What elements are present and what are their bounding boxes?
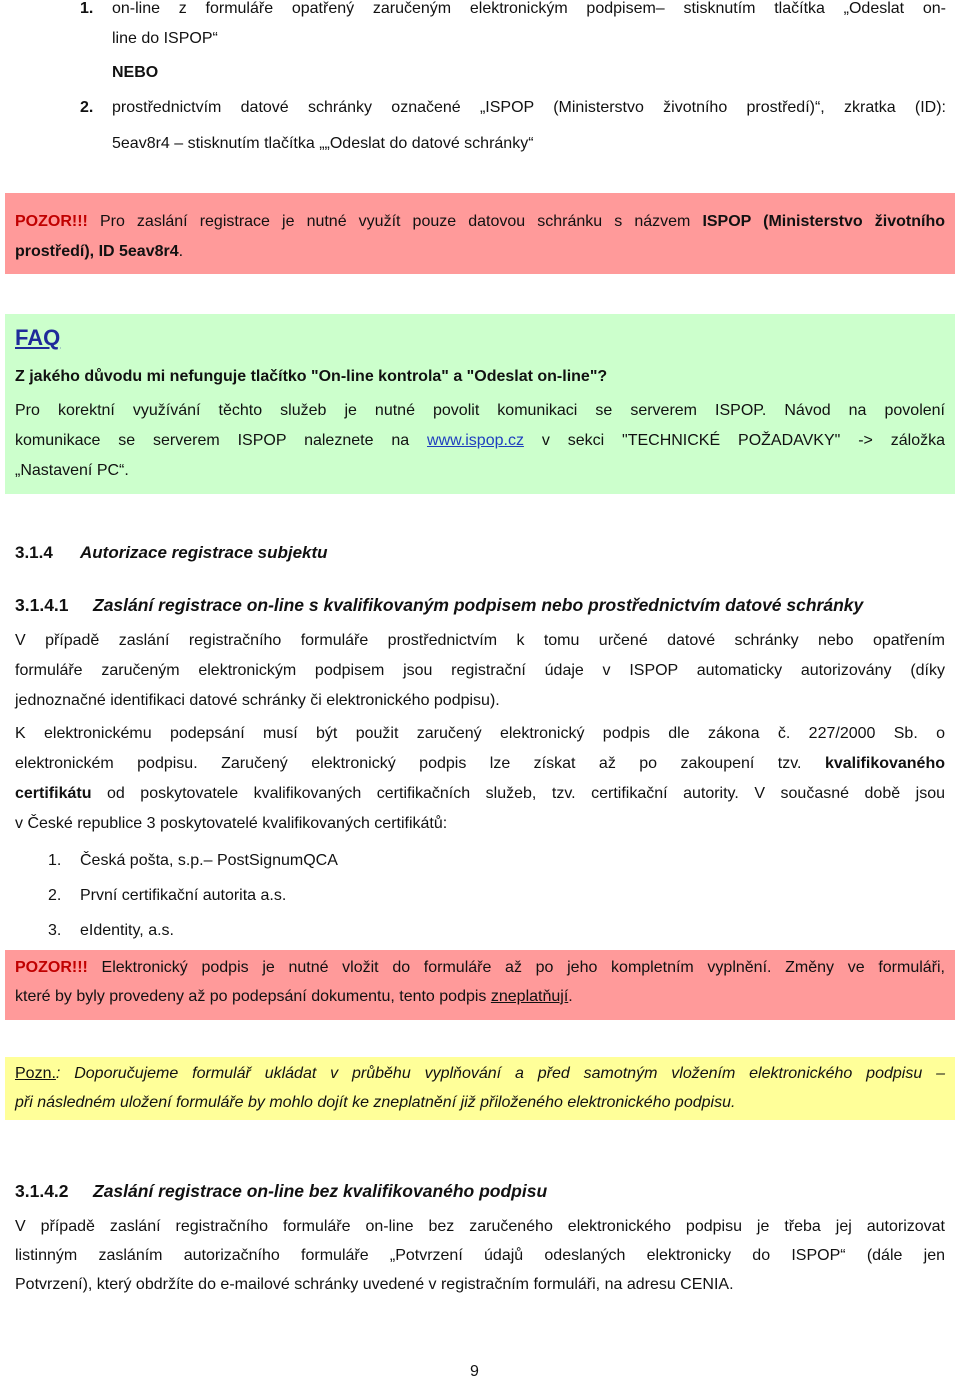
paragraph-1: [15, 626, 945, 716]
warning-end: .: [568, 988, 573, 1005]
list-number: 2.: [80, 99, 94, 116]
warning-text-underlined: zneplatňují: [490, 988, 569, 1005]
warning-box-2: [5, 950, 955, 1020]
section-heading-3142: [15, 1178, 547, 1204]
list-item: [48, 913, 338, 948]
faq-answer-line2: [15, 426, 945, 456]
paragraph-2: [15, 719, 945, 839]
section-title: Zaslání registrace on-line bez kvalifikovaného podpisu: [93, 1181, 548, 1201]
paragraph-line: jednoznačné identifikaci datové schránky či elektronického podpisu).: [15, 692, 500, 709]
warning-text: Pro zaslání registrace je nutné využít pouze datovou schránku s názvem: [87, 213, 703, 230]
list-text: prostřednictvím datové schránky označené „ISPOP (Ministerstvo životního prostředí)“, zkratka (ID):: [112, 99, 946, 116]
faq-answer-text: v sekci "TECHNICKÉ POŽADAVKY" -> záložka: [523, 432, 945, 449]
paragraph-line: v České republice 3 poskytovatelé kvalifikovaných certifikátů:: [15, 815, 448, 832]
list-item-2: [80, 90, 946, 162]
section-heading-314: [15, 540, 328, 566]
ispop-link[interactable]: www.ispop.cz: [427, 432, 524, 449]
provider-name: eIdentity, a.s.: [80, 922, 174, 939]
list-item: [48, 878, 338, 913]
warning-text: které by byly provedeny až po podepsání dokumentu, tento podpis: [15, 988, 491, 1005]
warning-end: .: [178, 243, 184, 260]
section-title: Zaslání registrace on-line s kvalifikovaným podpisem nebo prostřednictvím datové schránky: [93, 595, 864, 615]
list-number: 1.: [80, 0, 94, 17]
paragraph-3: [15, 1212, 945, 1299]
faq-title: FAQ: [15, 325, 61, 350]
page-number: 9: [470, 1363, 479, 1380]
note-label: Pozn.: [15, 1065, 56, 1082]
provider-name: Česká pošta, s.p.– PostSignumQCA: [80, 852, 338, 869]
section-number: 3.1.4: [15, 543, 53, 562]
list-number: 1.: [48, 852, 62, 869]
paragraph-line: V případě zaslání registračního formuláře on-line bez zaručeného elektronického podpisu je třeba jej autorizovat: [15, 1218, 945, 1235]
note-box: [5, 1057, 955, 1120]
note-text: : Doporučujeme formulář ukládat v průběhu vyplňování a před samotným vložením elektronického podpisu –: [55, 1065, 945, 1082]
paragraph-line: [15, 779, 945, 809]
providers-list: [48, 843, 338, 948]
list-text: on-line z formuláře opatřený zaručeným elektronickým podpisem– stisknutím tlačítka „Odeslat on-: [112, 0, 946, 17]
warning-text-bold-continued: prostředí), ID 5eav8r4: [15, 243, 179, 260]
warning-label: POZOR!!!: [15, 213, 88, 230]
note-text-line2: při následném uložení formuláře by mohlo dojít ke zneplatnění již přiloženého elektronického podpisu.: [15, 1094, 736, 1111]
section-title: Autorizace registrace subjektu: [80, 543, 328, 562]
provider-name: První certifikační autorita a.s.: [80, 887, 287, 904]
section-number: 3.1.4.1: [15, 595, 69, 615]
paragraph-line: [15, 749, 945, 779]
paragraph-text-bold: certifikátu: [15, 785, 92, 802]
paragraph-text: od poskytovatele kvalifikovaných certifikačních služeb, tzv. certifikační autority. V současné době jsou: [91, 785, 945, 802]
list-number: 3.: [48, 922, 62, 939]
section-heading-3141: [15, 592, 863, 618]
faq-question: Z jakého důvodu mi nefunguje tlačítko "On-line kontrola" a "Odeslat on-line"?: [15, 368, 608, 385]
paragraph-text-bold: kvalifikovaného: [824, 755, 945, 772]
paragraph-line: listinným zasláním autorizačního formuláře „Potvrzení údajů odeslaných elektronicky do ISPOP“ (dále jen: [15, 1247, 945, 1264]
or-label: NEBO: [112, 64, 159, 81]
faq-box: [5, 314, 955, 494]
warning-text-bold: ISPOP (Ministerstvo životního: [702, 213, 945, 230]
faq-answer: Pro korektní využívání těchto služeb je nutné povolit komunikaci se serverem ISPOP. Návod na povolení: [15, 402, 945, 419]
list-text-continued: line do ISPOP“: [112, 30, 218, 47]
list-item: [48, 843, 338, 878]
warning-label: POZOR!!!: [15, 959, 88, 976]
list-number: 2.: [48, 887, 62, 904]
paragraph-line: formuláře zaručeným elektronickým podpisem jsou registrační údaje v ISPOP automaticky autorizovány (díky: [15, 662, 945, 679]
list-item-1: [80, 0, 946, 88]
paragraph-line: K elektronickému podepsání musí být použit zaručený elektronický podpis dle zákona č. 227/2000 Sb. o: [15, 725, 945, 742]
warning-text: Elektronický podpis je nutné vložit do formuláře až po jeho kompletním vyplnění. Změny ve formuláři,: [87, 959, 945, 976]
paragraph-line: V případě zaslání registračního formuláře prostřednictvím k tomu určené datové schránky nebo opatřením: [15, 632, 945, 649]
faq-answer-line3: „Nastavení PC“.: [15, 462, 129, 479]
warning-box: [5, 193, 955, 274]
list-text-continued: 5eav8r4 – stisknutím tlačítka „„Odeslat do datové schránky“: [112, 135, 534, 152]
paragraph-text: elektronickém podpisu. Zaručený elektronický podpis lze získat až po zakoupení tzv.: [15, 755, 825, 772]
faq-answer-text: komunikace se serverem ISPOP naleznete na: [15, 432, 428, 449]
section-number: 3.1.4.2: [15, 1181, 69, 1201]
paragraph-line: Potvrzení), který obdržíte do e-mailové schránky uvedené v registračním formuláři, na adresu CENIA.: [15, 1276, 734, 1293]
